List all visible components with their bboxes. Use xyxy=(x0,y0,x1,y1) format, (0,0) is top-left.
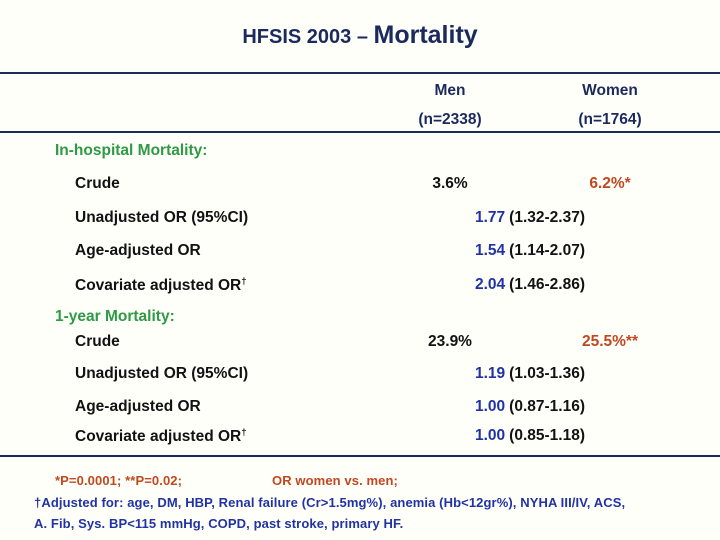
ci-range: (1.03-1.36) xyxy=(509,365,585,382)
row-label-crude: Crude xyxy=(75,333,120,350)
row-label-covariate-adjusted-or: Covariate adjusted OR† xyxy=(75,276,247,295)
row-label-age-adjusted-or: Age-adjusted OR xyxy=(75,398,201,415)
value-unadjusted-or xyxy=(390,365,670,383)
or-number: 1.77 xyxy=(475,209,506,226)
ci-range: (0.85-1.18) xyxy=(509,427,585,444)
row-label-unadjusted-or: Unadjusted OR (95%CI) xyxy=(75,209,249,226)
row-label-crude: Crude xyxy=(75,175,120,192)
column-n-men: (n=2338) xyxy=(418,111,482,128)
column-n-women: (n=1764) xyxy=(578,111,642,128)
value-unadjusted-or xyxy=(390,209,670,227)
column-header-women xyxy=(550,82,670,129)
value-covariate-adjusted-or xyxy=(390,276,670,294)
or-number: 1.00 xyxy=(475,427,506,444)
row-label-age-adjusted-or: Age-adjusted OR xyxy=(75,242,201,259)
footnote-or-note: OR women vs. men; xyxy=(272,473,398,488)
footnote-adjusted-line1: †Adjusted for: age, DM, HBP, Renal failure (Cr>1.5mg%), anemia (Hb<12gr%), NYHA III/IV, ACS, xyxy=(34,495,626,510)
ci-range: (1.46-2.86) xyxy=(509,276,585,293)
footnote-pvalues: *P=0.0001; **P=0.02; xyxy=(55,473,183,488)
ci-range: (0.87-1.16) xyxy=(509,398,585,415)
section-heading-in-hospital: In-hospital Mortality: xyxy=(55,142,208,159)
or-number: 1.19 xyxy=(475,365,506,382)
or-number: 1.00 xyxy=(475,398,506,415)
column-label-women: Women xyxy=(582,82,638,99)
slide-title xyxy=(0,21,720,50)
title-emphasis: Mortality xyxy=(373,21,478,49)
dagger-icon: † xyxy=(241,276,247,287)
value-age-adjusted-or xyxy=(390,242,670,260)
footnote-adjusted-line2: A. Fib, Sys. BP<115 mmHg, COPD, past stroke, primary HF. xyxy=(34,516,404,531)
or-number: 2.04 xyxy=(475,276,506,293)
row-label-covariate-adjusted-or: Covariate adjusted OR† xyxy=(75,427,247,446)
value-women-crude: 6.2%* xyxy=(589,175,631,192)
row-label-unadjusted-or: Unadjusted OR (95%CI) xyxy=(75,365,249,382)
divider-top xyxy=(0,72,720,74)
dagger-icon: † xyxy=(241,427,247,438)
value-men-crude: 3.6% xyxy=(432,175,468,192)
title-prefix: HFSIS 2003 – xyxy=(242,26,374,48)
column-label-men: Men xyxy=(434,82,466,99)
divider-footer xyxy=(0,455,720,457)
section-heading-1-year: 1-year Mortality: xyxy=(55,308,175,325)
value-women-crude: 25.5%** xyxy=(581,333,638,350)
value-age-adjusted-or xyxy=(390,398,670,416)
ci-range: (1.32-2.37) xyxy=(509,209,585,226)
ci-range: (1.14-2.07) xyxy=(509,242,585,259)
divider-header xyxy=(0,131,720,133)
or-number: 1.54 xyxy=(475,242,506,259)
value-men-crude: 23.9% xyxy=(428,333,472,350)
value-covariate-adjusted-or xyxy=(390,427,670,445)
column-header-men xyxy=(390,82,510,129)
